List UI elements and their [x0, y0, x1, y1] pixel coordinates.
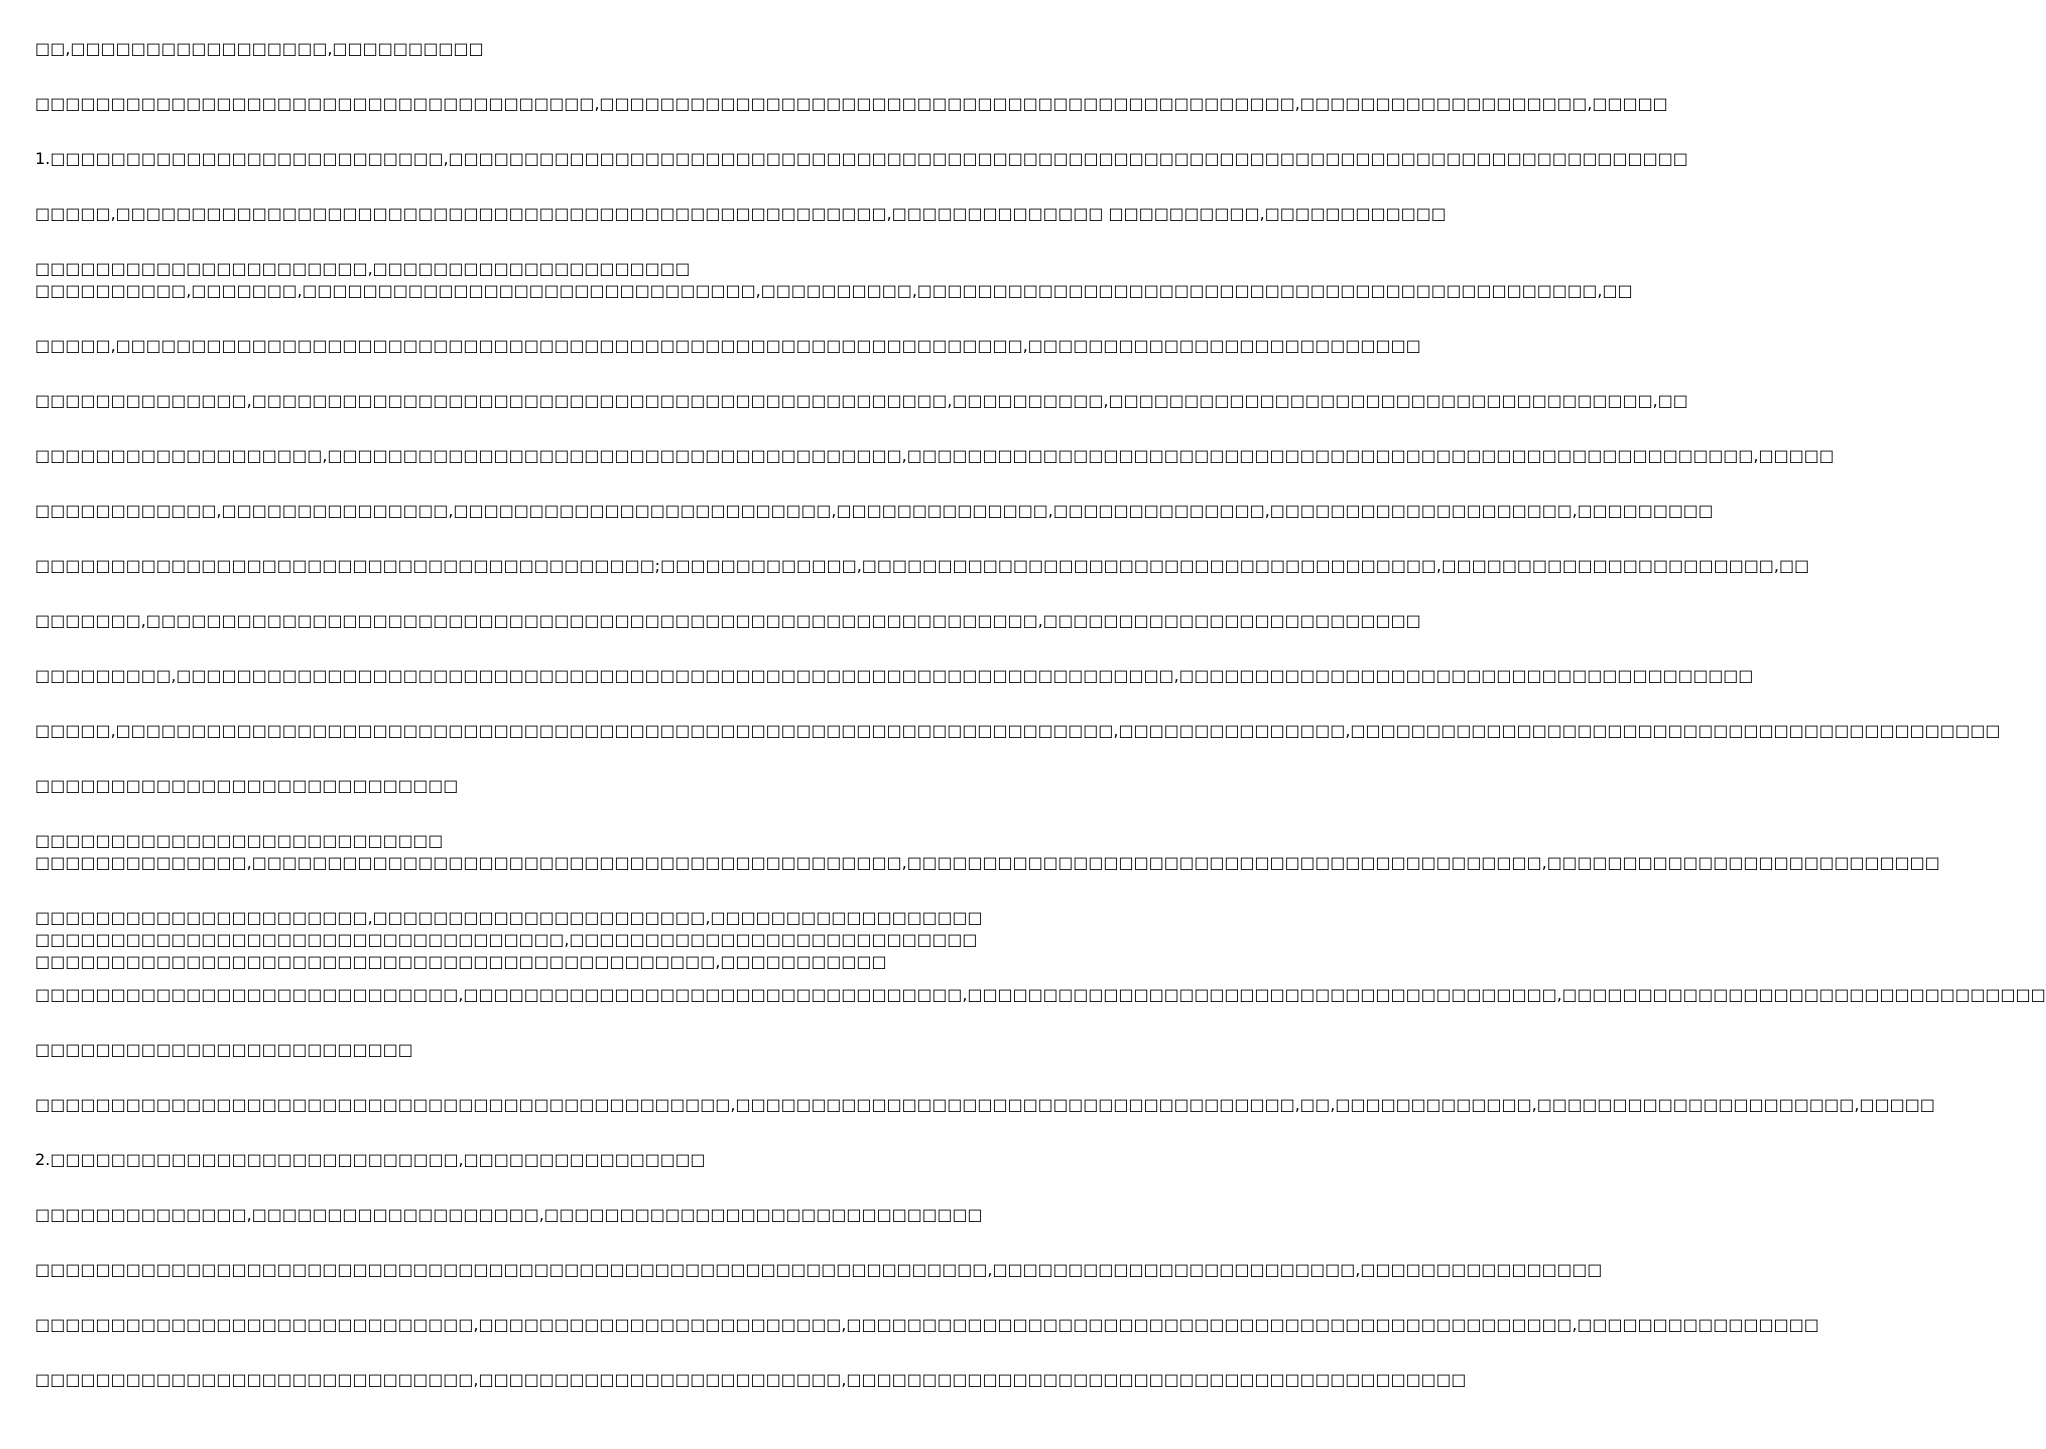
paragraph-11: □□□□□□□□□□□□□□□□□□□□□□□□□□□□□□□□□□□□□□□□□;□□□□□□□□□□□□□,□□□□□□□□□□□□□□□□□□□□□□□□□□□□□□□□□□□□□□,□□□□□□□□□□□□□□□□□□□□□□,□□ [35, 556, 1810, 575]
paragraph-26: □□□□□□□□□□□□□□□□□□□□□□□□□□□□□,□□□□□□□□□□□□□□□□□□□□□□□□,□□□□□□□□□□□□□□□□□□□□□□□□□□□□□□□□□□□□□□□□□ [35, 1370, 1467, 1389]
paragraph-10: □□□□□□□□□□□□,□□□□□□□□□□□□□□□,□□□□□□□□□□□□□□□□□□□□□□□□□,□□□□□□□□□□□□□□,□□□□□□□□□□□□□□,□□□□□□□□□□□□□□□□□□□□,□□□□□□□□□ [35, 501, 1714, 520]
paragraph-16: □□□□□□□□□□□□□□□□□□□□□□□□□□□ [35, 831, 444, 850]
paragraph-9: □□□□□□□□□□□□□□□□□□□,□□□□□□□□□□□□□□□□□□□□□□□□□□□□□□□□□□□□□□,□□□□□□□□□□□□□□□□□□□□□□□□□□□□□□□□□□□□□□□□□□□□□□□□□□□□□□□□,□□□□□ [35, 446, 1835, 465]
paragraph-4: □□□□□,□□□□□□□□□□□□□□□□□□□□□□□□□□□□□□□□□□□□□□□□□□□□□□□□□□□,□□□□□□□□□□□□□□ □□□□□□□□□□,□□□□□□□□□□□□ [35, 204, 1447, 223]
paragraph-3: 1.□□□□□□□□□□□□□□□□□□□□□□□□□□,□□□□□□□□□□□□□□□□□□□□□□□□□□□□□□□□□□□□□□□□□□□□□□□□□□□□□□□□□□□□□□□□□□□□□□□□□□□□□□□□□□ [35, 149, 1689, 168]
document-body [35, 38, 2046, 1424]
paragraph-21: □□□□□□□□□□□□□□□□□□□□□□□□□□□□□□□□□□□□□□□□□□□□□□,□□□□□□□□□□□□□□□□□□□□□□□□□□□□□□□□□□□□□,□□,□□□□□□□□□□□□□,□□□□□□□□□□□□□□□□□□□□□,□□□□□ [35, 1095, 1935, 1114]
paragraph-14: □□□□□,□□□□□□□□□□□□□□□□□□□□□□□□□□□□□□□□□□□□□□□□□□□□□□□□□□□□□□□□□□□□□□□□□□,□□□□□□□□□□□□□□□,□□□□□□□□□□□□□□□□□□□□□□□□□□□□□□□□□□□□□□□□□□□ [35, 721, 2001, 740]
paragraph-24: □□□□□□□□□□□□□□□□□□□□□□□□□□□□□□□□□□□□□□□□□□□□□□□□□□□□□□□□□□□□□□□,□□□□□□□□□□□□□□□□□□□□□□□□,□□□□□□□□□□□□□□□□ [35, 1260, 1603, 1279]
paragraph-13: □□□□□□□□□,□□□□□□□□□□□□□□□□□□□□□□□□□□□□□□□□□□□□□□□□□□□□□□□□□□□□□□□□□□□□□□□□□□,□□□□□□□□□□□□□□□□□□□□□□□□□□□□□□□□□□□□□□ [35, 666, 1754, 685]
paragraph-6: □□□□□□□□□□,□□□□□□□,□□□□□□□□□□□□□□□□□□□□□□□□□□□□□□,□□□□□□□□□□,□□□□□□□□□□□□□□□□□□□□□□□□□□□□□□□□□□□□□□□□□□□□□,□□ [35, 281, 1633, 300]
paragraph-17: □□□□□□□□□□□□□□,□□□□□□□□□□□□□□□□□□□□□□□□□□□□□□□□□□□□□□□□□□□,□□□□□□□□□□□□□□□□□□□□□□□□□□□□□□□□□□□□□□□□□□,□□□□□□□□□□□□□□□□□□□□□□□□□□ [35, 853, 1940, 872]
paragraph-12: □□□□□□□,□□□□□□□□□□□□□□□□□□□□□□□□□□□□□□□□□□□□□□□□□□□□□□□□□□□□□□□□□□□,□□□□□□□□□□□□□□□□□□□□□□□□□ [35, 611, 1421, 630]
paragraph-25: □□□□□□□□□□□□□□□□□□□□□□□□□□□□□,□□□□□□□□□□□□□□□□□□□□□□□□,□□□□□□□□□□□□□□□□□□□□□□□□□□□□□□□□□□□□□□□□□□□□□□□□,□□□□□□□□□□□□□□□□ [35, 1315, 1819, 1334]
paragraph-22: 2.□□□□□□□□□□□□□□□□□□□□□□□□□□□,□□□□□□□□□□□□□□□□ [35, 1150, 706, 1169]
paragraph-20: □□□□□□□□□□□□□□□□□□□□□□□□□ [35, 1040, 413, 1059]
paragraph-19: □□□□□□□□□□□□□□□□□□□□□□□□□□□□,□□□□□□□□□□□□□□□□□□□□□□□□□□□□□□□□□,□□□□□□□□□□□□□□□□□□□□□□□□□□□□□□□□□□□□□□□,□□□□□□□□□□□□□□□□□□□□□□□□□□□□□□□□ [35, 985, 2046, 1004]
paragraph-15: □□□□□□□□□□□□□□□□□□□□□□□□□□□□ [35, 776, 459, 795]
paragraph-1: □□,□□□□□□□□□□□□□□□□□,□□□□□□□□□□ [35, 39, 484, 58]
paragraph-7: □□□□□,□□□□□□□□□□□□□□□□□□□□□□□□□□□□□□□□□□□□□□□□□□□□□□□□□□□□□□□□□□□□,□□□□□□□□□□□□□□□□□□□□□□□□□□ [35, 336, 1421, 355]
paragraph-5: □□□□□□□□□□□□□□□□□□□□□□,□□□□□□□□□□□□□□□□□□□□□ [35, 259, 691, 278]
paragraph-18: □□□□□□□□□□□□□□□□□□□□□□,□□□□□□□□□□□□□□□□□□□□□□,□□□□□□□□□□□□□□□□□□□□□□□□□□□□□□□□□□□□□□□□□□□□□□□□□□□□□,□□□□□□□□□□□□□□□□□□□□□□□□□□□□□□□□□□□□□□□□□□□□□□□□□□□□□□□□□□□□□□□□□□□□□□□□,□□□□□□□□□□□ [35, 908, 983, 971]
paragraph-23: □□□□□□□□□□□□□□,□□□□□□□□□□□□□□□□□□□,□□□□□□□□□□□□□□□□□□□□□□□□□□□□□ [35, 1205, 983, 1224]
paragraph-2: □□□□□□□□□□□□□□□□□□□□□□□□□□□□□□□□□□□□□,□□□□□□□□□□□□□□□□□□□□□□□□□□□□□□□□□□□□□□□□□□□□□□,□□□□□□□□□□□□□□□□□□□,□□□□□ [35, 94, 1668, 113]
paragraph-8: □□□□□□□□□□□□□□,□□□□□□□□□□□□□□□□□□□□□□□□□□□□□□□□□□□□□□□□□□□□□□,□□□□□□□□□□,□□□□□□□□□□□□□□□□□□□□□□□□□□□□□□□□□□□□,□□ [35, 391, 1688, 410]
